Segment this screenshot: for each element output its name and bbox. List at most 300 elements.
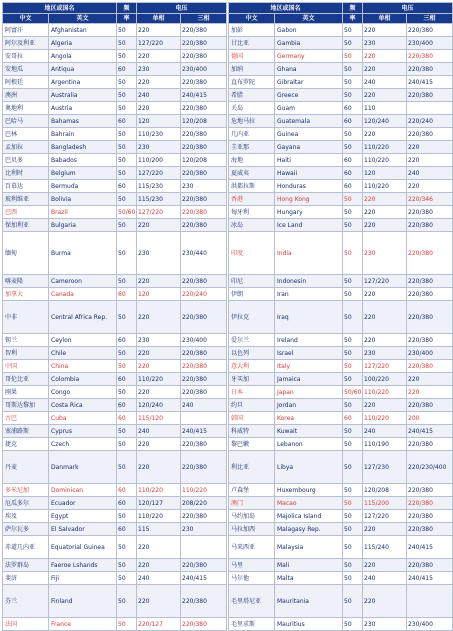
country-zh: 澳洲 bbox=[3, 89, 49, 102]
frequency: 60 bbox=[117, 373, 137, 386]
frequency: 50 bbox=[117, 585, 137, 618]
single-phase-voltage: 220 bbox=[137, 360, 181, 373]
frequency: 50 bbox=[343, 347, 363, 360]
frequency: 60 bbox=[117, 334, 137, 347]
voltage-table-right bbox=[228, 2, 453, 631]
frequency: 50 bbox=[343, 24, 363, 37]
frequency: 50 bbox=[117, 232, 137, 275]
frequency: 60 bbox=[117, 63, 137, 76]
single-phase-voltage: 110/220 bbox=[137, 373, 181, 386]
single-phase-voltage: 220 bbox=[137, 102, 181, 115]
country-zh: 关岛 bbox=[229, 102, 275, 115]
country-en: Israel bbox=[275, 347, 343, 360]
frequency: 50 bbox=[343, 497, 363, 510]
single-phase-header: 单相 bbox=[363, 14, 407, 24]
country-en: Australia bbox=[49, 89, 117, 102]
table-row bbox=[3, 193, 227, 206]
table-row bbox=[3, 141, 227, 154]
table-row bbox=[3, 373, 227, 386]
country-en: Haiti bbox=[275, 154, 343, 167]
country-zh: 保加利亚 bbox=[3, 219, 49, 232]
country-zh: 危地马拉 bbox=[229, 115, 275, 128]
country-en: Macao bbox=[275, 497, 343, 510]
table-row bbox=[3, 510, 227, 523]
frequency: 50 bbox=[117, 167, 137, 180]
frequency: 50 bbox=[343, 275, 363, 288]
country-zh: 希腊 bbox=[229, 89, 275, 102]
single-phase-voltage: 220 bbox=[363, 128, 407, 141]
table-row bbox=[3, 536, 227, 559]
table-row bbox=[229, 572, 453, 585]
single-phase-voltage: 115/120 bbox=[137, 412, 181, 425]
three-phase-voltage: 220/380 bbox=[407, 497, 453, 510]
frequency: 50 bbox=[117, 360, 137, 373]
single-phase-voltage: 220 bbox=[363, 24, 407, 37]
zh-header: 中文 bbox=[3, 14, 49, 24]
frequency: 60 bbox=[117, 180, 137, 193]
country-en: Guinea bbox=[275, 128, 343, 141]
table-row bbox=[3, 425, 227, 438]
country-en: Fiji bbox=[49, 572, 117, 585]
country-zh: 匈牙利 bbox=[229, 206, 275, 219]
frequency: 50 bbox=[343, 360, 363, 373]
table-row bbox=[229, 412, 453, 425]
table-row bbox=[3, 89, 227, 102]
single-phase-voltage: 100/220 bbox=[363, 373, 407, 386]
single-phase-voltage: 220 bbox=[363, 89, 407, 102]
single-phase-voltage: 220 bbox=[363, 301, 407, 334]
table-row bbox=[229, 128, 453, 141]
country-en: Kuwait bbox=[275, 425, 343, 438]
single-phase-voltage: 110/200 bbox=[137, 154, 181, 167]
table-row bbox=[229, 275, 453, 288]
frequency: 50 bbox=[117, 275, 137, 288]
country-en: Italy bbox=[275, 360, 343, 373]
country-zh: 夏威夷 bbox=[229, 167, 275, 180]
table-row bbox=[229, 585, 453, 618]
frequency: 50 bbox=[343, 37, 363, 50]
table-row bbox=[229, 484, 453, 497]
voltage-header: 电压 bbox=[363, 3, 453, 14]
country-en: Jordan bbox=[275, 399, 343, 412]
single-phase-voltage: 240 bbox=[137, 89, 181, 102]
frequency: 50 bbox=[343, 232, 363, 275]
country-en: Guam bbox=[275, 102, 343, 115]
single-phase-voltage: 127/220 bbox=[137, 206, 181, 219]
frequency: 50 bbox=[343, 89, 363, 102]
three-phase-voltage: 230/400 bbox=[407, 37, 453, 50]
table-row bbox=[3, 523, 227, 536]
single-phase-voltage: 110/220 bbox=[363, 180, 407, 193]
country-en: Hong Kong bbox=[275, 193, 343, 206]
three-phase-voltage: 220/380 bbox=[407, 334, 453, 347]
single-phase-voltage: 110 bbox=[363, 102, 407, 115]
single-phase-voltage: 220 bbox=[137, 50, 181, 63]
frequency: 60 bbox=[117, 484, 137, 497]
country-zh: 哥斯达黎加 bbox=[3, 399, 49, 412]
country-zh: 萨尔瓦多 bbox=[3, 523, 49, 536]
table-row bbox=[229, 510, 453, 523]
table-row bbox=[229, 37, 453, 50]
country-en: Hawaii bbox=[275, 167, 343, 180]
table-body-right bbox=[229, 24, 453, 631]
single-phase-voltage: 110/230 bbox=[137, 128, 181, 141]
frequency: 50/60 bbox=[343, 386, 363, 399]
three-phase-voltage: 220/380 bbox=[181, 50, 227, 63]
country-zh: 哥伦比亚 bbox=[3, 373, 49, 386]
country-zh: 中国 bbox=[3, 360, 49, 373]
single-phase-voltage: 240 bbox=[363, 572, 407, 585]
country-en: Belgium bbox=[49, 167, 117, 180]
country-en: Huxembourg bbox=[275, 484, 343, 497]
single-phase-voltage: 220 bbox=[137, 219, 181, 232]
single-phase-voltage: 115/230 bbox=[137, 193, 181, 206]
frequency: 50 bbox=[117, 193, 137, 206]
table-row bbox=[229, 399, 453, 412]
frequency: 50/60 bbox=[117, 206, 137, 219]
frequency: 50 bbox=[343, 288, 363, 301]
three-phase-voltage: 220/380 bbox=[181, 24, 227, 37]
region-header: 地区或国名 bbox=[3, 3, 117, 14]
country-zh: 阿尔及利亚 bbox=[3, 37, 49, 50]
three-phase-voltage: 220/380 bbox=[181, 141, 227, 154]
country-zh: 巴贝多 bbox=[3, 154, 49, 167]
country-zh: 马里 bbox=[229, 559, 275, 572]
single-phase-voltage: 127/220 bbox=[137, 167, 181, 180]
frequency: 50 bbox=[343, 585, 363, 618]
single-phase-voltage: 230 bbox=[363, 232, 407, 275]
country-zh: 印尼 bbox=[229, 275, 275, 288]
three-phase-voltage: 120/208 bbox=[181, 115, 227, 128]
country-zh: 毛里塔尼亚 bbox=[229, 585, 275, 618]
country-zh: 法罗群岛 bbox=[3, 559, 49, 572]
three-phase-voltage: 220/380 bbox=[407, 219, 453, 232]
three-phase-voltage: 240 bbox=[181, 399, 227, 412]
three-phase-voltage: 240/415 bbox=[181, 572, 227, 585]
three-phase-voltage: 220/230/400 bbox=[407, 451, 453, 484]
three-phase-voltage: 220/240 bbox=[407, 115, 453, 128]
country-zh: 巴西 bbox=[3, 206, 49, 219]
three-phase-voltage bbox=[181, 412, 227, 425]
single-phase-voltage: 115/200 bbox=[363, 497, 407, 510]
three-phase-voltage: 240 bbox=[407, 167, 453, 180]
single-phase-voltage: 220 bbox=[363, 206, 407, 219]
country-en: Libya bbox=[275, 451, 343, 484]
three-phase-voltage: 220/380 bbox=[181, 219, 227, 232]
country-en: Antiqua bbox=[49, 63, 117, 76]
single-phase-voltage: 220 bbox=[363, 334, 407, 347]
country-zh: 利比亚 bbox=[229, 451, 275, 484]
single-phase-voltage: 240 bbox=[137, 572, 181, 585]
country-zh: 卢森堡 bbox=[229, 484, 275, 497]
three-phase-voltage: 220/380 bbox=[181, 76, 227, 89]
country-en: Dominican bbox=[49, 484, 117, 497]
single-phase-voltage: 220 bbox=[363, 219, 407, 232]
country-en: Gayana bbox=[275, 141, 343, 154]
frequency: 50 bbox=[343, 63, 363, 76]
frequency: 50 bbox=[343, 334, 363, 347]
single-phase-voltage: 230 bbox=[137, 232, 181, 275]
three-phase-voltage bbox=[181, 536, 227, 559]
country-zh: 科威特 bbox=[229, 425, 275, 438]
country-zh: 塞浦路斯 bbox=[3, 425, 49, 438]
single-phase-voltage: 220 bbox=[137, 559, 181, 572]
table-row bbox=[3, 412, 227, 425]
country-zh: 伊拉克 bbox=[229, 301, 275, 334]
three-phase-voltage: 208/220 bbox=[181, 497, 227, 510]
table-row bbox=[3, 451, 227, 484]
single-phase-voltage: 127/220 bbox=[363, 510, 407, 523]
country-zh: 加纳 bbox=[229, 63, 275, 76]
frequency: 50 bbox=[117, 559, 137, 572]
country-zh: 奥地利 bbox=[3, 102, 49, 115]
country-en: Honduras bbox=[275, 180, 343, 193]
country-zh: 爱尔兰 bbox=[229, 334, 275, 347]
single-phase-voltage: 220 bbox=[137, 76, 181, 89]
country-en: Gabon bbox=[275, 24, 343, 37]
country-en: Guatemala bbox=[275, 115, 343, 128]
three-phase-voltage: 220/380 bbox=[407, 438, 453, 451]
single-phase-voltage: 220 bbox=[137, 438, 181, 451]
three-phase-voltage bbox=[407, 102, 453, 115]
single-phase-voltage: 120/127 bbox=[137, 497, 181, 510]
country-en: Faeroe Lshands bbox=[49, 559, 117, 572]
country-zh: 韩国 bbox=[229, 412, 275, 425]
frequency: 50 bbox=[117, 128, 137, 141]
frequency: 50 bbox=[343, 425, 363, 438]
table-row bbox=[229, 559, 453, 572]
country-zh: 直布罗陀 bbox=[229, 76, 275, 89]
frequency: 50 bbox=[343, 451, 363, 484]
single-phase-voltage: 220 bbox=[363, 559, 407, 572]
single-phase-voltage: 220 bbox=[137, 275, 181, 288]
three-phase-voltage: 240/415 bbox=[407, 572, 453, 585]
table-row bbox=[229, 347, 453, 360]
country-zh: 日本 bbox=[229, 386, 275, 399]
frequency: 50 bbox=[117, 141, 137, 154]
country-en: Bangladesh bbox=[49, 141, 117, 154]
single-phase-voltage: 220 bbox=[137, 301, 181, 334]
single-phase-voltage: 127/230 bbox=[363, 451, 407, 484]
table-row bbox=[3, 572, 227, 585]
table-row bbox=[3, 24, 227, 37]
single-phase-voltage: 220 bbox=[363, 585, 407, 618]
table-row bbox=[3, 206, 227, 219]
frequency: 50 bbox=[117, 24, 137, 37]
three-phase-voltage: 220/380 bbox=[181, 206, 227, 219]
table-row bbox=[229, 24, 453, 37]
country-en: Brazil bbox=[49, 206, 117, 219]
single-phase-voltage: 120 bbox=[363, 167, 407, 180]
three-phase-voltage: 240/415 bbox=[407, 425, 453, 438]
single-phase-voltage: 110/220 bbox=[363, 412, 407, 425]
three-phase-voltage: 220/380 bbox=[407, 523, 453, 536]
three-phase-voltage: 110/220 bbox=[181, 484, 227, 497]
country-en: Cyprus bbox=[49, 425, 117, 438]
table-row bbox=[229, 232, 453, 275]
single-phase-voltage: 120/240 bbox=[363, 115, 407, 128]
country-en: Cuba bbox=[49, 412, 117, 425]
single-phase-voltage: 220 bbox=[137, 585, 181, 618]
country-en: Jamaica bbox=[275, 373, 343, 386]
table-row bbox=[3, 301, 227, 334]
frequency: 60 bbox=[117, 399, 137, 412]
table-row bbox=[3, 399, 227, 412]
three-phase-voltage: 120/208 bbox=[181, 154, 227, 167]
table-row bbox=[229, 115, 453, 128]
single-phase-voltage: 127/220 bbox=[363, 275, 407, 288]
table-row bbox=[229, 167, 453, 180]
table-header-right bbox=[229, 3, 453, 24]
single-phase-voltage: 220 bbox=[363, 63, 407, 76]
country-en: Mauritius bbox=[275, 618, 343, 631]
country-en: Hungary bbox=[275, 206, 343, 219]
three-phase-voltage: 220 bbox=[407, 141, 453, 154]
table-row bbox=[3, 386, 227, 399]
table-row bbox=[3, 219, 227, 232]
country-en: Chile bbox=[49, 347, 117, 360]
country-zh: 安哥拉 bbox=[3, 50, 49, 63]
frequency: 50 bbox=[117, 102, 137, 115]
country-en: Austria bbox=[49, 102, 117, 115]
country-en: Iraq bbox=[275, 301, 343, 334]
country-en: Ceylon bbox=[49, 334, 117, 347]
table-row bbox=[229, 63, 453, 76]
table-row bbox=[3, 275, 227, 288]
country-zh: 赤道几内亚 bbox=[3, 536, 49, 559]
country-en: Finland bbox=[49, 585, 117, 618]
single-phase-voltage: 120 bbox=[137, 288, 181, 301]
frequency: 50 bbox=[343, 193, 363, 206]
country-en: Algeria bbox=[49, 37, 117, 50]
frequency: 50 bbox=[117, 572, 137, 585]
single-phase-voltage: 220 bbox=[363, 50, 407, 63]
country-zh: 甘比亚 bbox=[229, 37, 275, 50]
table-row bbox=[3, 618, 227, 631]
three-phase-voltage: 240/415 bbox=[181, 425, 227, 438]
table-row bbox=[3, 154, 227, 167]
single-phase-voltage: 110/220 bbox=[363, 141, 407, 154]
frequency: 50 bbox=[117, 425, 137, 438]
table-row bbox=[229, 523, 453, 536]
en-header: 英文 bbox=[49, 14, 117, 24]
table-row bbox=[3, 232, 227, 275]
table-row bbox=[229, 206, 453, 219]
country-zh: 玻利维亚 bbox=[3, 193, 49, 206]
frequency: 50 bbox=[343, 373, 363, 386]
three-phase-voltage: 220/380 bbox=[407, 301, 453, 334]
country-zh: 孟加拉 bbox=[3, 141, 49, 154]
country-zh: 中非 bbox=[3, 301, 49, 334]
table-row bbox=[229, 618, 453, 631]
country-en: Czech bbox=[49, 438, 117, 451]
country-en: Iran bbox=[275, 288, 343, 301]
frequency: 50 bbox=[117, 301, 137, 334]
country-zh: 加彭 bbox=[229, 24, 275, 37]
frequency: 50 bbox=[343, 572, 363, 585]
table-row bbox=[3, 347, 227, 360]
freq-header-bottom: 率 bbox=[343, 14, 363, 24]
country-en: Canada bbox=[49, 288, 117, 301]
country-zh: 伊朗 bbox=[229, 288, 275, 301]
frequency: 50 bbox=[343, 438, 363, 451]
table-row bbox=[3, 559, 227, 572]
three-phase-voltage: 220/380 bbox=[181, 275, 227, 288]
single-phase-voltage: 230 bbox=[137, 141, 181, 154]
country-en: Angola bbox=[49, 50, 117, 63]
three-phase-voltage: 240/415 bbox=[407, 536, 453, 559]
table-row bbox=[3, 288, 227, 301]
country-en: Burma bbox=[49, 232, 117, 275]
country-zh: 喀麦隆 bbox=[3, 275, 49, 288]
three-phase-voltage: 230 bbox=[181, 180, 227, 193]
single-phase-voltage: 220 bbox=[363, 523, 407, 536]
country-zh: 马约加岛 bbox=[229, 510, 275, 523]
frequency: 50 bbox=[343, 523, 363, 536]
frequency: 50 bbox=[117, 510, 137, 523]
country-zh: 锡兰 bbox=[3, 334, 49, 347]
frequency: 50 bbox=[343, 206, 363, 219]
single-phase-voltage: 230 bbox=[137, 63, 181, 76]
country-en: Majolica Island bbox=[275, 510, 343, 523]
country-en: Babados bbox=[49, 154, 117, 167]
three-phase-voltage: 220/380 bbox=[181, 167, 227, 180]
country-zh: 芬兰 bbox=[3, 585, 49, 618]
single-phase-voltage: 110/220 bbox=[137, 484, 181, 497]
single-phase-voltage: 220 bbox=[363, 399, 407, 412]
table-row bbox=[229, 89, 453, 102]
frequency: 50 bbox=[117, 386, 137, 399]
three-phase-voltage: 220/240 bbox=[181, 288, 227, 301]
frequency: 50 bbox=[343, 76, 363, 89]
frequency: 50 bbox=[343, 559, 363, 572]
single-phase-voltage: 220 bbox=[363, 288, 407, 301]
three-phase-voltage: 200 bbox=[407, 412, 453, 425]
country-zh: 毛里求斯 bbox=[229, 618, 275, 631]
country-en: France bbox=[49, 618, 117, 631]
table-row bbox=[229, 141, 453, 154]
voltage-header: 电压 bbox=[137, 3, 227, 14]
single-phase-voltage: 110/220 bbox=[363, 386, 407, 399]
frequency: 50 bbox=[343, 141, 363, 154]
single-phase-voltage: 220 bbox=[137, 536, 181, 559]
single-phase-voltage: 127/220 bbox=[363, 360, 407, 373]
country-zh: 加拿大 bbox=[3, 288, 49, 301]
single-phase-voltage: 120/208 bbox=[363, 484, 407, 497]
single-phase-voltage: 230 bbox=[363, 347, 407, 360]
table-row bbox=[229, 154, 453, 167]
three-phase-voltage: 220/380 bbox=[181, 360, 227, 373]
country-en: Ireland bbox=[275, 334, 343, 347]
country-zh: 以色列 bbox=[229, 347, 275, 360]
country-en: Bolivia bbox=[49, 193, 117, 206]
country-zh: 海地 bbox=[229, 154, 275, 167]
three-phase-voltage: 220/380 bbox=[181, 559, 227, 572]
table-row bbox=[3, 360, 227, 373]
frequency: 50 bbox=[117, 154, 137, 167]
country-en: Malaysia bbox=[275, 536, 343, 559]
frequency: 60 bbox=[343, 102, 363, 115]
frequency: 50 bbox=[343, 50, 363, 63]
table-row bbox=[3, 497, 227, 510]
three-phase-voltage bbox=[407, 585, 453, 618]
three-phase-voltage: 220/380 bbox=[407, 559, 453, 572]
country-zh: 丹麦 bbox=[3, 451, 49, 484]
three-phase-voltage: 230 bbox=[181, 523, 227, 536]
three-phase-voltage: 220/380 bbox=[181, 102, 227, 115]
three-phase-voltage: 220 bbox=[407, 373, 453, 386]
table-row bbox=[3, 128, 227, 141]
